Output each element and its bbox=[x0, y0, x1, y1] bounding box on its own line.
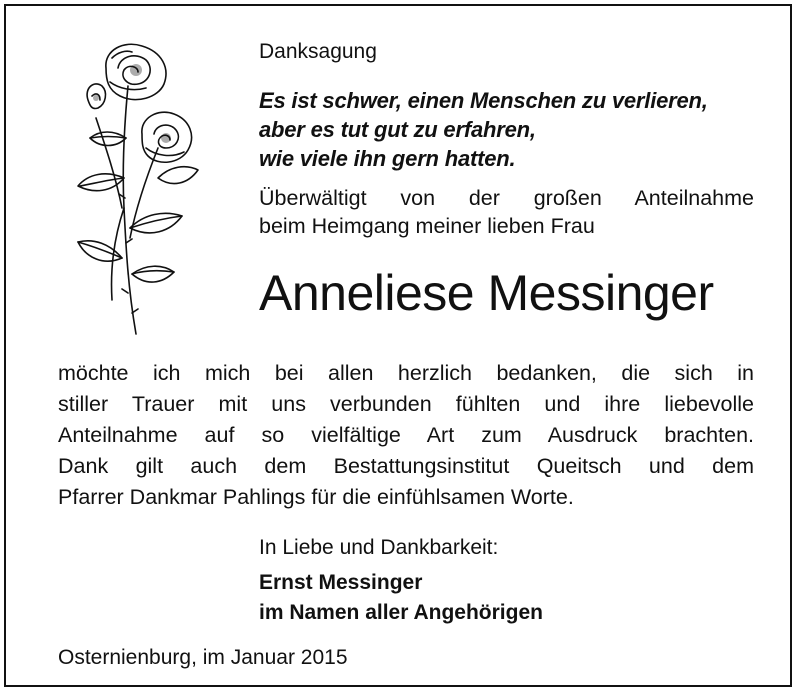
signature-line: im Namen aller Angehörigen bbox=[259, 601, 543, 624]
place-date: Osternienburg, im Januar 2015 bbox=[58, 646, 348, 669]
paragraph-line: Pfarrer Dankmar Pahlings für die einfühlsamen Worte. bbox=[58, 485, 574, 509]
obituary-notice bbox=[4, 4, 792, 687]
paragraph-line: möchte ich mich bei allen herzlich bedanken, die sich in bbox=[58, 361, 754, 385]
signature-block bbox=[259, 568, 543, 628]
motto-line: Es ist schwer, einen Menschen zu verlieren, bbox=[259, 88, 708, 113]
paragraph-line: Dank gilt auch dem Bestattungsinstitut Queitsch und dem bbox=[58, 454, 754, 478]
closing-phrase: In Liebe und Dankbarkeit: bbox=[259, 536, 499, 559]
motto-line: aber es tut gut zu erfahren, bbox=[259, 117, 536, 142]
paragraph-line: stiller Trauer mit uns verbunden fühlten und ihre liebevolle bbox=[58, 392, 754, 416]
signature-line: Ernst Messinger bbox=[259, 571, 423, 594]
paragraph-line: Anteilnahme auf so vielfältige Art zum Ausdruck brachten. bbox=[58, 423, 754, 447]
motto-quote bbox=[259, 86, 708, 173]
intro-text bbox=[259, 184, 754, 240]
thanks-paragraph bbox=[58, 358, 754, 513]
deceased-name: Anneliese Messinger bbox=[259, 265, 714, 321]
intro-line: Überwältigt von der großen Anteilnahme bbox=[259, 186, 754, 210]
notice-heading: Danksagung bbox=[259, 40, 377, 63]
intro-line: beim Heimgang meiner lieben Frau bbox=[259, 214, 595, 238]
motto-line: wie viele ihn gern hatten. bbox=[259, 146, 516, 171]
rose-icon bbox=[66, 38, 206, 338]
